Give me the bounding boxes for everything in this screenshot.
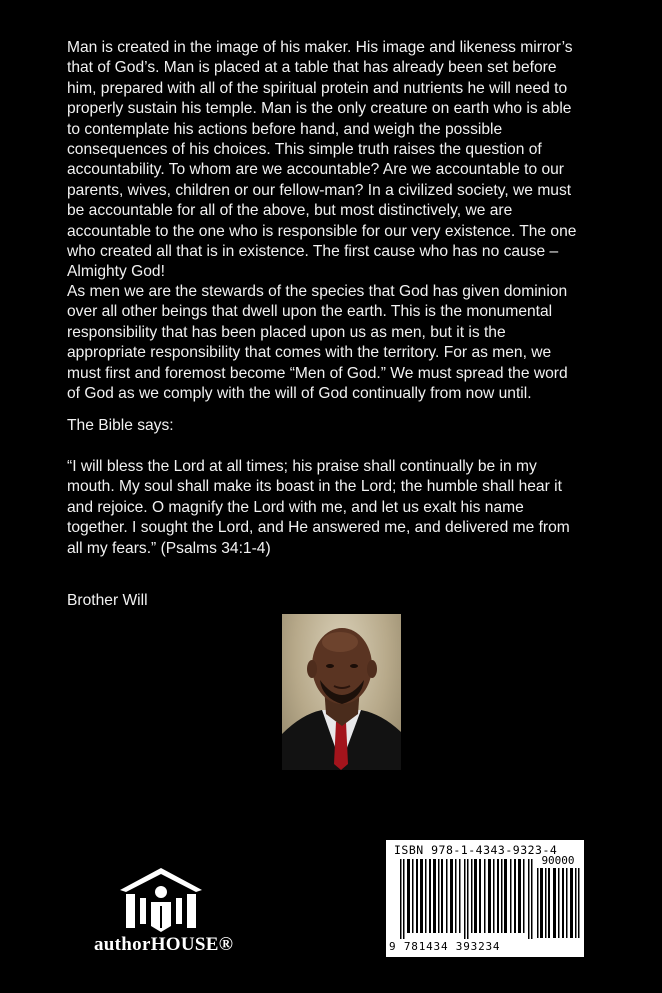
ean-barcode-bars bbox=[400, 859, 534, 939]
price-barcode-bars bbox=[536, 868, 580, 938]
price-code: 90000 bbox=[541, 854, 575, 867]
ean-digits: 9 781434 393234 bbox=[389, 940, 501, 953]
body-paragraph-1: Man is created in the image of his maker. His image and likeness mirror’s that of God’s. Man is placed at a table that has already been set before him, prepared with all of the spiritual protein and nutrients he will need to properly sustain his temple. Man is the only creature on earth who is able to contemplate his actions before hand, and weigh the possible consequences of his choices. This simple truth raises the question of accountability. To whom are we accountable? Are we accountable to our parents, wives, children or our fellow-man? In a civilized society, we must be accountable for all of the above, but most distinctively, we are accountable to the one who is responsible for our very existence. The one who created all that is in existence. The first cause who has no cause – Almighty God! bbox=[67, 39, 577, 281]
bible-intro: The Bible says: bbox=[67, 417, 174, 434]
publisher-logo-icon bbox=[118, 866, 204, 936]
scripture-quote: “I will bless the Lord at all times; his praise shall continually be in my mouth. My soul shall make its boast in the Lord; the humble shall hear it and rejoice. O magnify the Lord with me, and let us exalt his name together. I sought the Lord, and He answered me, and delivered me from all my fears.” (Psalms 34:1-4) bbox=[67, 458, 570, 557]
isbn-label: ISBN 978-1-4343-9323-4 bbox=[394, 843, 558, 857]
body-paragraph-2: As men we are the stewards of the species that God has given dominion over all other beings that dwell upon the earth. This is the monumental responsibility that has been placed upon us as men, but it is the appropriate responsibility that comes with the territory. For as men, we must first and foremost become “Men of God.” We must spread the word of God as we comply with the will of God continually from now until. bbox=[67, 283, 568, 403]
publisher-name: authorHOUSE® bbox=[94, 934, 234, 955]
author-signature: Brother Will bbox=[67, 592, 148, 609]
isbn-barcode bbox=[386, 840, 584, 957]
author-photo bbox=[282, 614, 401, 770]
